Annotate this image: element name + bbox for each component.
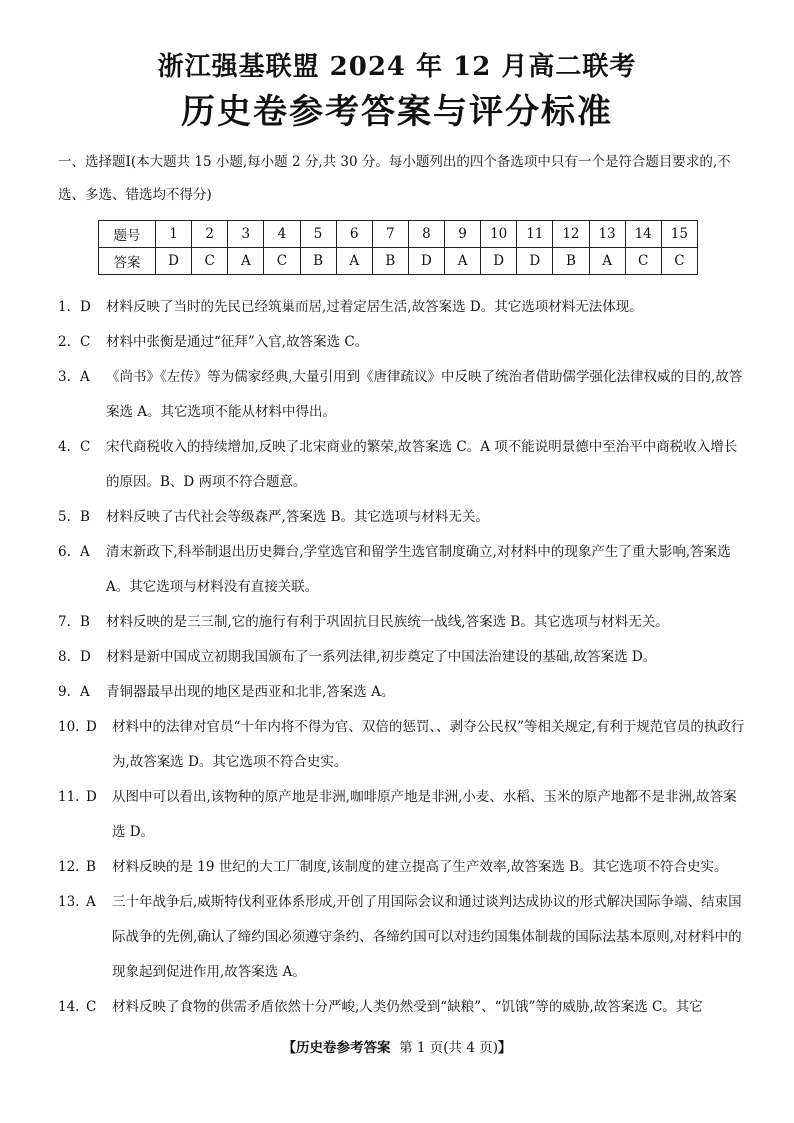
item-answer-key: A: [80, 369, 90, 385]
explanation-item: [58, 535, 748, 605]
item-answer-key: A: [80, 684, 90, 700]
question-number-cell: 5: [300, 221, 336, 248]
explanation-item: [58, 360, 748, 430]
footer-bracket-close: 】: [497, 1040, 512, 1056]
answer-cell: B: [553, 248, 589, 275]
question-number-cell: 15: [661, 221, 697, 248]
item-answer-key: D: [80, 299, 91, 315]
question-number-cell: 3: [228, 221, 264, 248]
item-number: 6.: [58, 544, 71, 560]
question-number-cell: 2: [192, 221, 228, 248]
item-answer-key: A: [80, 544, 90, 560]
answer-cell: C: [264, 248, 300, 275]
answer-cell: A: [445, 248, 481, 275]
explanation-item: [58, 850, 748, 885]
answer-cell: D: [517, 248, 553, 275]
footer-bracket-open: 【: [282, 1040, 296, 1056]
item-number: 1.: [58, 299, 71, 315]
explanation-item: [58, 290, 748, 325]
footer-label: 历史卷参考答案: [296, 1040, 391, 1056]
item-number: 9.: [58, 684, 71, 700]
item-answer-key: B: [80, 509, 90, 525]
explanation-item: [58, 430, 748, 500]
item-explanation-text: 宋代商税收入的持续增加,反映了北宋商业的繁荣,故答案选 C。A 项不能说明景德中至治平中商税收入增长的原因。B、D 两项不符合题意。: [106, 439, 738, 490]
question-number-cell: 9: [445, 221, 481, 248]
item-number: 3.: [58, 369, 71, 385]
item-number: 14.: [58, 999, 80, 1015]
question-number-cell: 13: [589, 221, 625, 248]
answer-cell: D: [481, 248, 517, 275]
footer-page-info: 第 1 页(共 4 页): [399, 1040, 498, 1056]
item-explanation-text: 材料反映了古代社会等级森严,答案选 B。其它选项与材料无关。: [106, 509, 490, 525]
item-answer-key: D: [86, 789, 97, 805]
item-explanation-text: 材料反映了当时的先民已经筑巢而居,过着定居生活,故答案选 D。其它选项材料无法体现。: [106, 299, 643, 315]
question-number-cell: 7: [372, 221, 408, 248]
item-explanation-text: 材料反映了食物的供需矛盾依然十分严峻,人类仍然受到“缺粮”、“饥饿”等的威胁,故答案选 C。其它: [112, 999, 703, 1015]
document-title: 浙江强基联盟 2024 年 12 月高二联考: [157, 52, 637, 82]
item-answer-key: C: [80, 439, 91, 455]
item-number: 4.: [58, 439, 71, 455]
item-number: 10.: [58, 719, 80, 735]
answer-cell: B: [300, 248, 336, 275]
row-label-question-number: 题号: [99, 221, 156, 248]
item-number: 11.: [58, 789, 80, 805]
question-number-cell: 4: [264, 221, 300, 248]
item-answer-key: A: [86, 894, 96, 910]
item-explanation-text: 材料中的法律对官员“十年内将不得为官、双倍的惩罚、、剥夺公民权”等相关规定,有利于规范官员的执政行为,故答案选 D。其它选项不符合史实。: [112, 719, 745, 770]
explanation-item: [58, 990, 748, 1025]
explanation-item: [58, 885, 748, 990]
item-explanation-text: 从图中可以看出,该物种的原产地是非洲,咖啡原产地是非洲,小麦、水稻、玉米的原产地都不是非洲,故答案选 D。: [112, 789, 737, 840]
explanation-item: [58, 640, 748, 675]
question-number-cell: 11: [517, 221, 553, 248]
question-number-cell: 6: [336, 221, 372, 248]
answer-table: [98, 220, 698, 275]
question-number-cell: 14: [625, 221, 661, 248]
item-number: 2.: [58, 334, 71, 350]
item-explanation-text: 材料是新中国成立初期我国颁布了一系列法律,初步奠定了中国法治建设的基础,故答案选 D。: [106, 649, 657, 665]
item-answer-key: B: [80, 614, 90, 630]
page-footer: [0, 1036, 794, 1056]
explanation-item: [58, 710, 748, 780]
item-number: 7.: [58, 614, 71, 630]
question-number-cell: 10: [481, 221, 517, 248]
answer-cell: A: [589, 248, 625, 275]
item-explanation-text: 清末新政下,科举制退出历史舞台,学堂选官和留学生选官制度确立,对材料中的现象产生了重大影响,答案选 A。其它选项与材料没有直接关联。: [106, 544, 731, 595]
row-label-answer: 答案: [99, 248, 156, 275]
explanation-item: [58, 325, 748, 360]
explanation-item: [58, 780, 748, 850]
answer-table-number-row: [99, 221, 698, 248]
answer-cell: C: [192, 248, 228, 275]
item-explanation-text: 《尚书》《左传》等为儒家经典,大量引用到《唐律疏议》中反映了统治者借助儒学强化法律权威的目的,故答案选 A。其它选项不能从材料中得出。: [106, 369, 743, 420]
item-explanation-text: 青铜器最早出现的地区是西亚和北非,答案选 A。: [106, 684, 395, 700]
item-answer-key: C: [80, 334, 91, 350]
explanation-item: [58, 675, 748, 710]
question-number-cell: 12: [553, 221, 589, 248]
answer-cell: D: [408, 248, 444, 275]
item-number: 5.: [58, 509, 71, 525]
answer-cell: C: [625, 248, 661, 275]
item-answer-key: D: [80, 649, 91, 665]
item-explanation-text: 材料反映的是三三制,它的施行有利于巩固抗日民族统一战线,答案选 B。其它选项与材料无关。: [106, 614, 669, 630]
answer-cell: A: [336, 248, 372, 275]
item-answer-key: B: [86, 859, 96, 875]
item-explanation-text: 三十年战争后,威斯特伐利亚体系形成,开创了用国际会议和通过谈判达成协议的形式解决国际争端、结束国际战争的先例,确认了缔约国必须遵守条约、各缔约国可以对违约国集体制裁的国际法基本原则,对材料中的现象起到促进作用,故答案选 A。: [112, 894, 742, 980]
answer-table-answer-row: [99, 248, 698, 275]
question-number-cell: 8: [408, 221, 444, 248]
section-intro: 一、选择题Ⅰ(本大题共 15 小题,每小题 2 分,共 30 分。每小题列出的四个备选项中只有一个是符合题目要求的,不选、多选、错选均不得分): [58, 154, 731, 203]
item-answer-key: C: [86, 999, 97, 1015]
item-answer-key: D: [86, 719, 97, 735]
item-number: 12.: [58, 859, 80, 875]
item-number: 8.: [58, 649, 71, 665]
explanation-list: [58, 290, 748, 1025]
answer-cell: D: [156, 248, 192, 275]
explanation-item: [58, 500, 748, 535]
item-explanation-text: 材料反映的是 19 世纪的大工厂制度,该制度的建立提高了生产效率,故答案选 B。其它选项不符合史实。: [112, 859, 728, 875]
question-number-cell: 1: [156, 221, 192, 248]
answer-cell: C: [661, 248, 697, 275]
answer-cell: A: [228, 248, 264, 275]
answer-cell: B: [372, 248, 408, 275]
document-subtitle: 历史卷参考答案与评分标准: [181, 92, 613, 132]
item-explanation-text: 材料中张衡是通过“征拜”入官,故答案选 C。: [106, 334, 369, 350]
explanation-item: [58, 605, 748, 640]
item-number: 13.: [58, 894, 80, 910]
